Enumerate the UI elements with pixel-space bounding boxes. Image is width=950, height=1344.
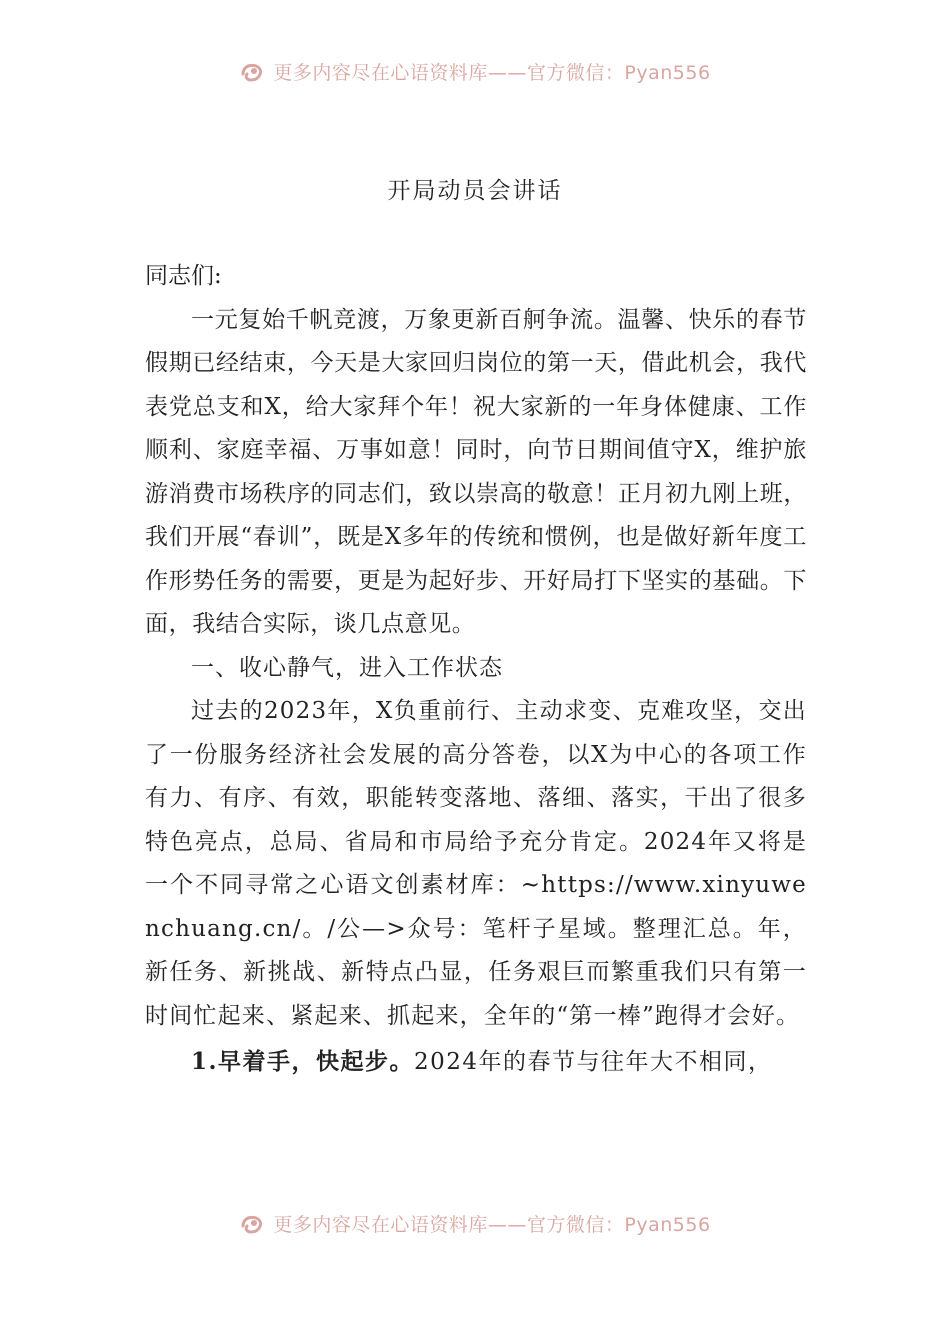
point-1-heading: 1.早着手，快起步。: [191, 1048, 415, 1075]
section-heading-1: 一、收心静气，进入工作状态: [191, 654, 503, 681]
document-body: [145, 255, 807, 1085]
header-watermark: [0, 56, 950, 86]
paragraph-intro: 一元复始千帆竞渡，万象更新百舸争流。温馨、快乐的春节假期已经结束，今天是大家回归岗位的第一天，借此机会，我代表党总支和X，给大家拜个年！祝大家新的一年身体健康、工作顺利、家庭幸福、万事如意！同时，向节日期间值守X，维护旅游消费市场秩序的同志们，致以崇高的敬意！正月初九刚上班，我们开展“春训”，既是X多年的传统和惯例，也是做好新年度工作形势任务的需要，更是为起好步、开好局打下坚实的基础。下面，我结合实际，谈几点意见。: [145, 306, 807, 637]
header-watermark-text: 更多内容尽在心语资料库——官方微信：Pyan556: [273, 61, 711, 84]
footer-watermark-text: 更多内容尽在心语资料库——官方微信：Pyan556: [273, 1213, 711, 1236]
document-title: 开局动员会讲话: [387, 178, 563, 204]
point-1-text: 2024年的春节与往年大不相同，: [414, 1049, 773, 1075]
brand-logo-icon: [239, 58, 265, 84]
paragraph-section-1: 过去的2023年，X负重前行、主动求变、克难攻坚，交出了一份服务经济社会发展的高分答卷，以X为中心的各项工作有力、有序、有效，职能转变落地、落细、落实，干出了很多特色亮点，总局、省局和市局给予充分肯定。2024年又将是一个不同寻常之心语文创素材库：~https://www.xinyuwenchuang.cn/。/公—>众号：笔杆子星域。整理汇总。年，新任务、新挑战、新特点凸显，任务艰巨而繁重我们只有第一时间忙起来、紧起来、抓起来，全年的“第一棒”跑得才会好。: [145, 698, 807, 1029]
salutation: 同志们:: [145, 263, 222, 289]
brand-logo-icon: [239, 1210, 265, 1236]
footer-watermark: [0, 1208, 950, 1238]
point-1-paragraph: [145, 1040, 807, 1085]
